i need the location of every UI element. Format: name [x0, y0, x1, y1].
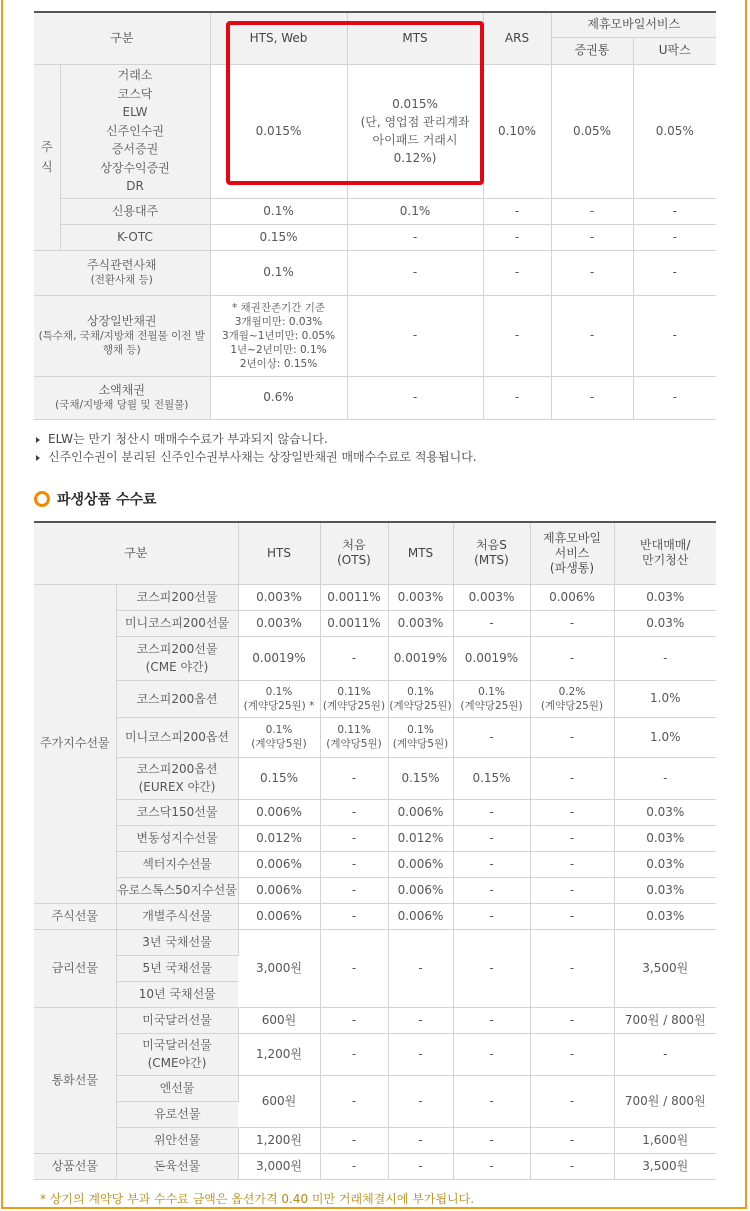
- cell-reverse: 700원 / 800원: [614, 1007, 716, 1033]
- cell-line: 0.1%: [265, 724, 293, 736]
- cell-ots: -: [320, 799, 388, 825]
- product-name: [116, 1153, 238, 1179]
- cell-hts: 0.012%: [238, 825, 320, 851]
- cell-line: 0.11%: [337, 724, 371, 736]
- product-name-line: 코스피200선물: [136, 642, 218, 656]
- cell-partner: 0.006%: [530, 584, 614, 610]
- d-header-line: 반대매매/: [640, 538, 691, 553]
- d-header-line: 처음S: [476, 538, 507, 553]
- listed-bond-title: 상장일반채권: [86, 314, 157, 328]
- cell-mts: 0.006%: [388, 799, 453, 825]
- kotc-ars: -: [483, 224, 551, 250]
- product-name-line: 코스닥150선물: [136, 805, 218, 819]
- cell-mtss: 0.0019%: [453, 636, 530, 680]
- d-header-mtss: [453, 522, 530, 584]
- header-ars: ARS: [483, 12, 551, 64]
- cell-line: (계약당25원): [322, 699, 386, 712]
- product-name-line: 코스피200옵션: [136, 762, 218, 776]
- product-name-line: (CME 야간): [145, 660, 209, 674]
- product-name-line: 미니코스피200옵션: [124, 730, 230, 744]
- small-bond-ars: -: [483, 376, 551, 419]
- note-item: [36, 448, 477, 466]
- cell-ots: 0.0011%: [320, 610, 388, 636]
- listed-bond-mts: -: [347, 295, 483, 376]
- cell-partner: -: [530, 1153, 614, 1179]
- cell-ots: -: [320, 636, 388, 680]
- product-name: [116, 757, 238, 799]
- d-header-ots: [320, 522, 388, 584]
- product-name-line: 미니코스피200선물: [124, 616, 230, 630]
- header-partner-2: U팍스: [633, 37, 716, 64]
- d-header-line: (OTS): [337, 553, 371, 568]
- d-header-hts: HTS: [238, 522, 320, 584]
- cell-ots: -: [320, 1127, 388, 1153]
- cell-mtss: 0.15%: [453, 757, 530, 799]
- product-name: [116, 1127, 238, 1153]
- cell-mtss: -: [453, 799, 530, 825]
- header-mts: MTS: [347, 12, 483, 64]
- cell-partner: -: [530, 1075, 614, 1127]
- cell-reverse: 3,500원: [614, 929, 716, 1007]
- label-line: ELW: [122, 105, 148, 120]
- table-row: [34, 584, 716, 610]
- cell-partner: -: [530, 1033, 614, 1075]
- derivatives-body: [34, 584, 716, 1179]
- cell-reverse: 0.03%: [614, 851, 716, 877]
- cell-partner: -: [530, 1007, 614, 1033]
- cell-hts: 3,000원: [238, 929, 320, 1007]
- d-header-category: 구분: [34, 522, 238, 584]
- d-header-line: 만기청산: [642, 553, 689, 568]
- table-row: [34, 636, 716, 680]
- credit-label: 신용대주: [60, 198, 210, 224]
- note-text: ELW는 만기 청산시 매매수수료가 부과되지 않습니다.: [48, 432, 328, 446]
- cell-hts: 0.006%: [238, 903, 320, 929]
- cell-hts: 0.006%: [238, 851, 320, 877]
- cell-partner: -: [530, 877, 614, 903]
- stock-bond-p2: -: [633, 250, 716, 295]
- cell-reverse: 0.03%: [614, 799, 716, 825]
- table-row: [34, 825, 716, 851]
- footnote: * 상기의 계약당 부과 수수료 금액은 옵션가격 0.40 미만 거래체결시에 부가됩니다.: [40, 1192, 475, 1206]
- label-line: 거래소: [117, 68, 153, 83]
- cell-hts: 0.15%: [238, 757, 320, 799]
- d-header-line: 처음: [342, 538, 366, 553]
- product-name: [116, 610, 238, 636]
- small-bond-sub: (국채/지방채 당월 및 전월물): [55, 399, 189, 411]
- header-category: 구분: [34, 12, 210, 64]
- group-label-currency: 통화선물: [34, 1007, 116, 1153]
- cell-hts: 3,000원: [238, 1153, 320, 1179]
- exchange-mts: [347, 64, 483, 198]
- cell-mts: 0.006%: [388, 851, 453, 877]
- cell-ots: -: [320, 929, 388, 1007]
- bond-rate-line: 3개월~1년미만: 0.05%: [221, 329, 336, 342]
- product-name: [116, 717, 238, 757]
- table-row: [34, 799, 716, 825]
- cell-line: (계약당25원) *: [243, 699, 315, 712]
- cell-line: 0.1%: [478, 685, 505, 698]
- cell-partner: -: [530, 825, 614, 851]
- product-name-line: (EUREX 야간): [138, 780, 216, 794]
- product-name-line: 유로스톡스50지수선물: [117, 883, 237, 897]
- cell-mts: -: [388, 1127, 453, 1153]
- product-name-line: 코스피200선물: [136, 590, 218, 604]
- d-header-line: 제휴모바일: [543, 530, 601, 545]
- table-row: [34, 1007, 716, 1033]
- cell-reverse: 0.03%: [614, 903, 716, 929]
- note-text: 신주인수권이 분리된 신주인수권부사채는 상장일반채권 매매수수료로 적용됩니다.: [48, 450, 477, 464]
- credit-hts: 0.1%: [210, 198, 347, 224]
- cell-mts: 0.003%: [388, 584, 453, 610]
- product-name: [116, 955, 238, 981]
- product-name: [116, 1101, 238, 1127]
- stock-fee-table: [34, 11, 716, 420]
- credit-ars: -: [483, 198, 551, 224]
- credit-p2: -: [633, 198, 716, 224]
- table-row: [34, 1033, 716, 1075]
- cell-mtss: -: [453, 610, 530, 636]
- bullet-icon: [36, 455, 40, 461]
- cell-partner: -: [530, 929, 614, 1007]
- header-hts-web: HTS, Web: [210, 12, 347, 64]
- cell-partner: -: [530, 1127, 614, 1153]
- cell-mtss: -: [453, 1075, 530, 1127]
- note-item: [36, 430, 477, 448]
- table-row: [34, 717, 716, 757]
- header-partner-1: 증권통: [551, 37, 633, 64]
- cell-hts: 0.003%: [238, 584, 320, 610]
- cell-line: (계약당5원): [326, 738, 382, 750]
- exchange-label: [60, 64, 210, 198]
- group-label-rate: 금리선물: [34, 929, 116, 1007]
- listed-bond-p2: -: [633, 295, 716, 376]
- product-name-line: (CME야간): [147, 1056, 207, 1070]
- cell-ots: -: [320, 1153, 388, 1179]
- bullet-icon: [36, 437, 40, 443]
- cell-mtss: 0.003%: [453, 584, 530, 610]
- d-header-reverse: [614, 522, 716, 584]
- header-partner-group: 제휴모바일서비스: [551, 12, 716, 37]
- kotc-label: K-OTC: [60, 224, 210, 250]
- listed-bond-hts: [210, 295, 347, 376]
- bond-rate-line: 2년이상: 0.15%: [239, 357, 318, 370]
- cell-reverse: 0.03%: [614, 610, 716, 636]
- cell-reverse: 3,500원: [614, 1153, 716, 1179]
- cell-partner: -: [530, 757, 614, 799]
- product-name: [116, 851, 238, 877]
- stock-bond-p1: -: [551, 250, 633, 295]
- cell-ots: -: [320, 757, 388, 799]
- cell-ots: -: [320, 1033, 388, 1075]
- kotc-hts: 0.15%: [210, 224, 347, 250]
- cell-mts: 0.003%: [388, 610, 453, 636]
- cell-line: 0.1%: [407, 724, 434, 736]
- product-name-line: 유로선물: [154, 1107, 201, 1121]
- cell-ots: -: [320, 825, 388, 851]
- table-row: [34, 680, 716, 717]
- label-line: 신주인수권: [106, 123, 164, 138]
- cell-mts: -: [388, 1033, 453, 1075]
- cell-ots: 0.0011%: [320, 584, 388, 610]
- table-row: [34, 1075, 716, 1101]
- table-row: [34, 929, 716, 955]
- credit-mts: 0.1%: [347, 198, 483, 224]
- exchange-p2: 0.05%: [633, 64, 716, 198]
- cell-mts: 0.15%: [388, 757, 453, 799]
- cell-partner: -: [530, 717, 614, 757]
- cell-mtss: [453, 680, 530, 717]
- group-label-stock: 주식선물: [34, 903, 116, 929]
- small-bond-p1: -: [551, 376, 633, 419]
- cell-mts: 0.006%: [388, 877, 453, 903]
- cell-partner: -: [530, 851, 614, 877]
- cell-hts: 600원: [238, 1075, 320, 1127]
- exchange-mts-rate: 0.015%: [392, 97, 438, 111]
- bond-rate-line: * 채권잔존기간 기준: [231, 301, 326, 314]
- kotc-mts: -: [347, 224, 483, 250]
- product-name-line: 변동성지수선물: [136, 831, 218, 845]
- small-bond-title: 소액채권: [98, 383, 145, 397]
- bond-rate-line: 1년~2년미만: 0.1%: [230, 343, 327, 356]
- cell-partner: [530, 680, 614, 717]
- kotc-p1: -: [551, 224, 633, 250]
- cell-mtss: -: [453, 825, 530, 851]
- stock-bond-title: 주식관련사채: [86, 258, 157, 272]
- cell-mtss: -: [453, 1127, 530, 1153]
- cell-hts: 600원: [238, 1007, 320, 1033]
- listed-bond-ars: -: [483, 295, 551, 376]
- cell-hts: 1,200원: [238, 1033, 320, 1075]
- circle-bullet-icon: [34, 491, 50, 507]
- bond-rate-line: 3개월미만: 0.03%: [234, 315, 323, 328]
- section-title-text: 파생상품 수수료: [57, 492, 157, 508]
- cell-line: (계약당5원): [392, 738, 449, 750]
- cell-hts: 0.006%: [238, 799, 320, 825]
- small-bond-p2: -: [633, 376, 716, 419]
- cell-ots: -: [320, 1075, 388, 1127]
- cell-line: (계약당5원): [251, 738, 307, 750]
- cell-mtss: -: [453, 1033, 530, 1075]
- cell-mts: 0.006%: [388, 903, 453, 929]
- product-name: [116, 799, 238, 825]
- group-label-commodity: 상품선물: [34, 1153, 116, 1179]
- product-name-line: 엔선물: [159, 1081, 195, 1095]
- exchange-mts-note: (단, 영업점 관리계좌 아이패드 거래시 0.12%): [360, 115, 470, 165]
- product-name: [116, 877, 238, 903]
- d-header-mts: MTS: [388, 522, 453, 584]
- listed-bond-p1: -: [551, 295, 633, 376]
- cell-hts: 1,200원: [238, 1127, 320, 1153]
- product-name-line: 코스피200옵션: [136, 691, 218, 706]
- product-name-line: 미국달러선물: [142, 1038, 212, 1052]
- product-name: [116, 584, 238, 610]
- product-name-line: 미국달러선물: [142, 1013, 212, 1027]
- cell-ots: [320, 717, 388, 757]
- stock-group-label: [34, 64, 60, 250]
- cell-mts: -: [388, 1007, 453, 1033]
- cell-mtss: -: [453, 877, 530, 903]
- listed-bond-sub: (특수채, 국채/지방채 전월물 이전 발행채 등): [38, 330, 205, 356]
- cell-mtss: -: [453, 1007, 530, 1033]
- cell-mtss: -: [453, 851, 530, 877]
- label-line: 코스닥: [117, 86, 153, 101]
- table-row: [34, 610, 716, 636]
- cell-reverse: 1,600원: [614, 1127, 716, 1153]
- notes-list: [36, 430, 477, 466]
- product-name: [116, 1033, 238, 1075]
- exchange-p1: 0.05%: [551, 64, 633, 198]
- cell-ots: -: [320, 1007, 388, 1033]
- cell-mtss: -: [453, 903, 530, 929]
- cell-hts: 0.006%: [238, 877, 320, 903]
- stock-group-text: 주식: [40, 140, 53, 174]
- cell-mts: [388, 680, 453, 717]
- cell-partner: -: [530, 799, 614, 825]
- small-bond-hts: 0.6%: [210, 376, 347, 419]
- cell-mtss: -: [453, 717, 530, 757]
- cell-line: (계약당25원): [540, 699, 604, 712]
- exchange-hts: 0.015%: [210, 64, 347, 198]
- cell-mts: [388, 717, 453, 757]
- cell-mtss: -: [453, 1153, 530, 1179]
- cell-ots: -: [320, 903, 388, 929]
- cell-reverse: 0.03%: [614, 825, 716, 851]
- kotc-p2: -: [633, 224, 716, 250]
- cell-mts: -: [388, 1153, 453, 1179]
- small-bond-label: [34, 376, 210, 419]
- stock-bond-mts: -: [347, 250, 483, 295]
- table-row: [34, 1153, 716, 1179]
- product-name-line: 5년 국채선물: [142, 961, 212, 975]
- d-header-line: (MTS): [474, 553, 509, 568]
- stock-bond-sub: (전환사채 등): [90, 274, 153, 286]
- label-line: 상장수익증권: [100, 160, 170, 175]
- product-name: [116, 1075, 238, 1101]
- product-name-line: 10년 국채선물: [138, 987, 216, 1001]
- cell-partner: -: [530, 610, 614, 636]
- small-bond-mts: -: [347, 376, 483, 419]
- d-header-partner: [530, 522, 614, 584]
- derivatives-fee-table: [34, 521, 716, 1180]
- product-name: [116, 1007, 238, 1033]
- table-row: [34, 877, 716, 903]
- cell-line: (계약당25원): [460, 699, 523, 712]
- cell-mts: 0.0019%: [388, 636, 453, 680]
- product-name: [116, 929, 238, 955]
- cell-reverse: 1.0%: [614, 680, 716, 717]
- cell-line: (계약당25원): [389, 699, 452, 712]
- label-line: 증서증권: [111, 142, 159, 157]
- cell-mts: -: [388, 929, 453, 1007]
- label-line: DR: [126, 179, 144, 194]
- product-name: [116, 636, 238, 680]
- cell-line: 0.1%: [407, 685, 434, 698]
- cell-reverse: -: [614, 757, 716, 799]
- cell-ots: [320, 680, 388, 717]
- stock-bond-label: [34, 250, 210, 295]
- product-name: [116, 903, 238, 929]
- product-name-line: 섹터지수선물: [142, 857, 212, 871]
- cell-hts: 0.003%: [238, 610, 320, 636]
- cell-partner: -: [530, 636, 614, 680]
- cell-reverse: 1.0%: [614, 717, 716, 757]
- exchange-ars: 0.10%: [483, 64, 551, 198]
- cell-hts: [238, 717, 320, 757]
- cell-reverse: -: [614, 1033, 716, 1075]
- cell-line: 0.11%: [337, 685, 371, 698]
- cell-line: 0.2%: [558, 685, 586, 698]
- table-row: [34, 757, 716, 799]
- cell-partner: -: [530, 903, 614, 929]
- product-name: [116, 680, 238, 717]
- d-header-line: (파생통): [549, 560, 595, 575]
- cell-mts: -: [388, 1075, 453, 1127]
- product-name: [116, 981, 238, 1007]
- group-label-index: 주가지수선물: [34, 584, 116, 903]
- cell-mtss: -: [453, 929, 530, 1007]
- cell-reverse: 700원 / 800원: [614, 1075, 716, 1127]
- table-row: [34, 903, 716, 929]
- cell-reverse: 0.03%: [614, 584, 716, 610]
- table-row: [34, 1127, 716, 1153]
- product-name-line: 위안선물: [153, 1133, 201, 1147]
- product-name-line: 개별주식선물: [142, 909, 212, 923]
- table-row: [34, 851, 716, 877]
- d-header-line: 서비스: [554, 545, 590, 560]
- cell-reverse: -: [614, 636, 716, 680]
- cell-hts: 0.0019%: [238, 636, 320, 680]
- cell-line: 0.1%: [265, 685, 293, 698]
- stock-bond-ars: -: [483, 250, 551, 295]
- cell-mts: 0.012%: [388, 825, 453, 851]
- product-name-line: 3년 국채선물: [142, 935, 212, 949]
- product-name-line: 돈육선물: [153, 1159, 201, 1173]
- cell-hts: [238, 680, 320, 717]
- product-name: [116, 825, 238, 851]
- credit-p1: -: [551, 198, 633, 224]
- listed-bond-label: [34, 295, 210, 376]
- cell-ots: -: [320, 877, 388, 903]
- cell-reverse: 0.03%: [614, 877, 716, 903]
- stock-bond-hts: 0.1%: [210, 250, 347, 295]
- section-title: [34, 489, 157, 509]
- cell-ots: -: [320, 851, 388, 877]
